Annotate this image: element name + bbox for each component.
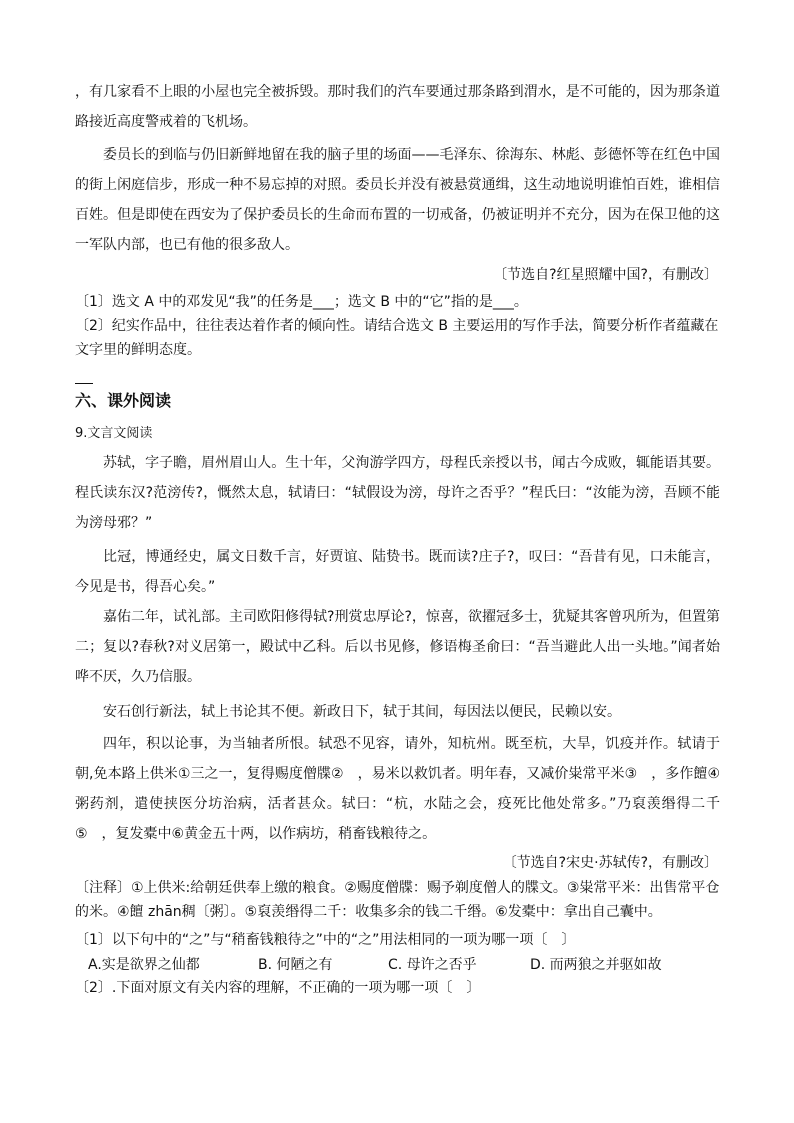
classical-paragraph-4: 安石创行新法，轼上书论其不便。新政日下，轼于其间，每因法以便民，民赖以安。 — [103, 704, 621, 720]
question-1-fill-blank: 〔1〕选文 A 中的邓发见“我”的任务是___；选文 B 中的“它”指的是___。 — [75, 294, 528, 310]
continuation-paragraph-1: ，有几家看不上眼的小屋也完全被拆毁。那时我们的汽车要通过那条路到渭水，是不可能的，因为那条道路接近高度警戒着的飞机场。 — [75, 84, 720, 130]
option-a[interactable]: A.实是欲界之仙都 — [88, 957, 200, 973]
item-label: 9.文言文阅读 — [75, 426, 153, 441]
option-d[interactable]: D. 而两狼之并驱如故 — [530, 957, 662, 973]
classical-paragraph-1: 苏轼，字子瞻，眉州眉山人。生十年，父洵游学四方，母程氏亲授以书，闻古今成败，辄能语其要。程氏读东汉?范滂传?，慨然太息，轼请曰：“轼假设为滂，母许之否乎？”程氏曰：“汝能为滂，吾顾不能为滂母邪？” — [75, 455, 720, 531]
classical-paragraph-5: 四年，积以论事，为当轴者所恨。轼恐不见容，请外，知杭州。既至杭，大旱，饥疫并作。轼请于朝,免本路上供米①三之一，复得赐度僧牒② ，易米以救饥者。明年春，又减价粜常平米③ ，多作饘④粥药剂，遣使挟医分坊治病，活者甚众。轼曰：“杭，水陆之会，疫死比他处常多。”乃裒羡缗得二千⑤ ，复发橐中⑥黄金五十两，以作病坊，稍畜钱粮待之。 — [75, 736, 720, 842]
source-citation-song-history: 〔节选自?宋史·苏轼传?，有删改〕 — [502, 855, 718, 871]
continuation-paragraph-2: 委员长的到临与仍旧新鲜地留在我的脑子里的场面——毛泽东、徐海东、林彪、彭德怀等在红色中国的街上闲庭信步，形成一种不易忘掉的对照。委员长并没有被悬赏通缉，这生动地说明谁怕百姓，谁相信百姓。但是即使在西安为了保护委员长的生命而布置的一切戒备，仍被证明并不充分，因为在保卫他的这一军队内部，也已有他的很多敌人。 — [75, 147, 720, 253]
question-2-choice: 〔2〕.下面对原文有关内容的理解，不正确的一项为哪一项〔 〕 — [75, 980, 481, 996]
option-b[interactable]: B. 何陋之有 — [258, 957, 333, 973]
classical-paragraph-2: 比冠，博通经史，属文日数千言，好贾谊、陆贽书。既而读?庄子?，叹曰：“吾昔有见，口未能言，今见是书，得吾心矣。” — [75, 549, 720, 595]
annotation-notes: 〔注释〕①上供米:给朝廷供奉上缴的粮食。②赐度僧牒：赐予剃度僧人的牒文。③粜常平米：出售常平仓的米。④饘 zhān稠〔粥〕。⑤裒羡缗得二千：收集多余的钱二千缗。⑥发橐中：拿出自己囊中。 — [75, 880, 720, 920]
answer-options — [88, 954, 688, 976]
answer-line — [75, 383, 93, 384]
question-2-analysis: 〔2〕纪实作品中，往往表达着作者的倾向性。请结合选文 B 主要运用的写作手法，简要分析作者蕴藏在文字里的鲜明态度。 — [75, 318, 719, 358]
option-c[interactable]: C. 母许之否乎 — [388, 957, 477, 973]
classical-paragraph-3: 嘉佑二年，试礼部。主司欧阳修得轼?刑赏忠厚论?，惊喜，欲擢冠多士，犹疑其客曾巩所为，但置第二；复以?春秋?对义居第一，殿试中乙科。后以书见修，修语梅圣俞曰：“吾当避此人出一头地。”闻者始哗不厌，久乃信服。 — [75, 609, 720, 685]
source-citation-red-star: 〔节选自?红星照耀中国?，有删改〕 — [493, 267, 718, 283]
section-heading: 六、课外阅读 — [75, 391, 172, 410]
question-1-choice: 〔1〕以下句中的“之”与“稍畜钱粮待之”中的“之”用法相同的一项为哪一项〔 〕 — [75, 932, 576, 948]
